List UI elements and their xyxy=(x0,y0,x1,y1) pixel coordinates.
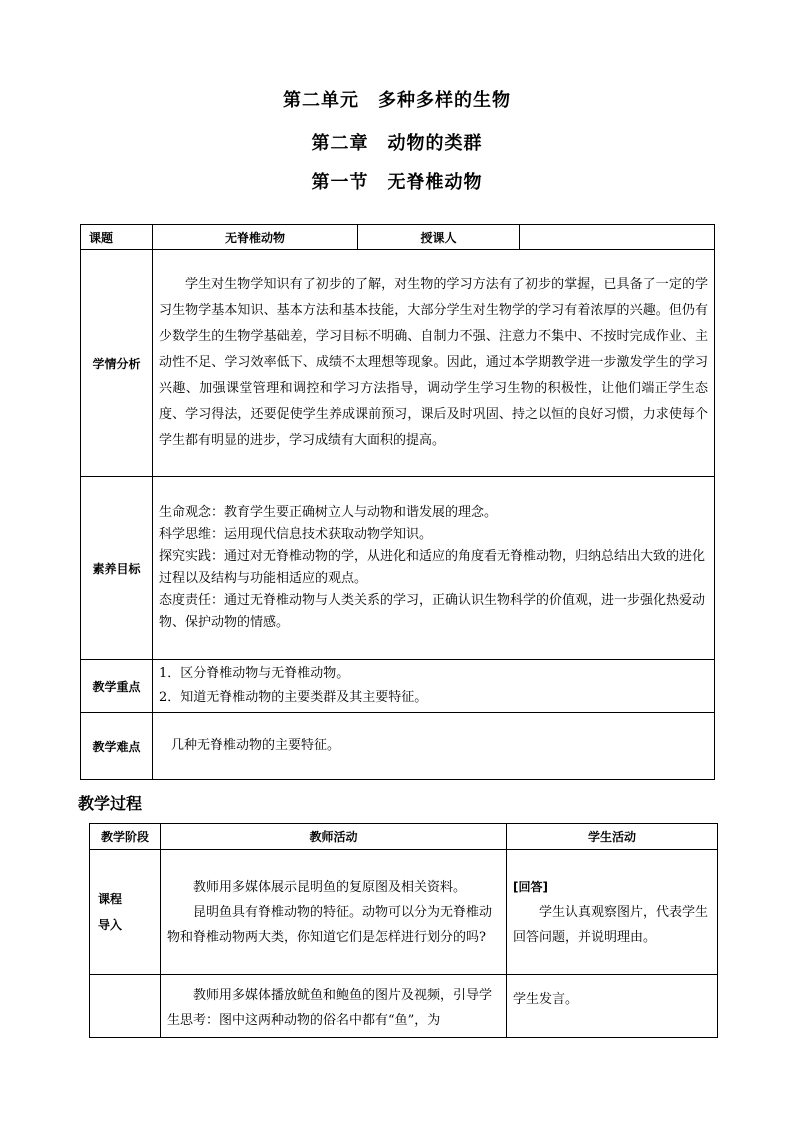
goal-item: 生命观念：教育学生要正确树立人与动物和谐发展的理念。 xyxy=(159,505,498,520)
teacher-label: 授课人 xyxy=(358,225,520,250)
key-points-cell xyxy=(153,660,715,713)
goals-label: 素养目标 xyxy=(81,477,153,660)
difficulty-label: 教学难点 xyxy=(81,713,153,780)
process-header-row xyxy=(90,824,718,850)
analysis-text: 学生对生物学知识有了初步的了解，对生物的学习方法有了初步的掌握，已具备了一定的学习生物学基本知识、基本方法和基本技能，大部分学生对生物学的学习有着浓厚的兴趣。但仍有少数学生的生物学基础差，学习目标不明确、自制力不强、注意力不集中、不按时完成作业、主动性不足、学习效率低下、成绩不太理想等现象。因此，通过本学期教学进一步激发学生的学习兴趣、加强课堂管理和调控和学习方法指导，调动学生学习生物的积极性，让他们端正学生态度、学习得法，还要促使学生养成课前预习，课后及时巩固、持之以恒的良好习惯，力求使每个学生都有明显的进步，学习成绩有大面积的提高。 xyxy=(159,277,708,448)
goal-item: 探究实践：通过对无脊椎动物的学，从进化和适应的角度看无脊椎动物，归纳总结出大致的进化过程以及结构与功能相适应的观点。 xyxy=(159,549,706,586)
teacher-activity-cell xyxy=(161,975,507,1038)
topic-label: 课题 xyxy=(81,225,153,250)
column-header-teacher: 教师活动 xyxy=(161,824,507,850)
difficulty-text: 几种无脊椎动物的主要特征。 xyxy=(171,738,341,753)
process-row-intro xyxy=(90,850,718,975)
student-activity-tag: [回答] xyxy=(513,879,548,894)
process-heading: 教学过程 xyxy=(78,794,143,813)
student-activity-cell xyxy=(507,850,718,975)
analysis-row xyxy=(81,250,715,477)
column-header-student: 学生活动 xyxy=(507,824,718,850)
teacher-activity-text: 昆明鱼具有脊椎动物的特征。动物可以分为无脊椎动物和脊椎动物两大类，你知道它们是怎样进行划分的吗? xyxy=(167,904,493,945)
topic-row xyxy=(81,225,715,250)
key-points-row xyxy=(81,660,715,713)
student-activity-cell xyxy=(507,975,718,1038)
column-header-stage: 教学阶段 xyxy=(90,824,161,850)
goal-item: 态度责任：通过无脊椎动物与人类关系的学习，正确认识生物科学的价值观，进一步强化热爱动物、保护动物的情感。 xyxy=(159,593,706,630)
student-activity-text: 学生发言。 xyxy=(513,992,579,1007)
process-row-2 xyxy=(90,975,718,1038)
teaching-process-table xyxy=(89,823,718,1038)
key-points-label: 教学重点 xyxy=(81,660,153,713)
stage-label-line1: 课程 xyxy=(98,892,123,906)
goal-item: 科学思维：运用现代信息技术获取动物学知识。 xyxy=(159,527,433,542)
goals-row xyxy=(81,477,715,660)
student-activity-text: 学生认真观察图片，代表学生回答问题，并说明理由。 xyxy=(513,904,709,945)
difficulty-cell xyxy=(153,713,715,780)
section-title: 第一节 无脊椎动物 xyxy=(311,172,483,193)
goals-cell xyxy=(153,477,715,660)
analysis-cell xyxy=(153,250,715,477)
teacher-activity-text: 教师用多媒体播放鱿鱼和鲍鱼的图片及视频，引导学生思考：图中这两种动物的俗名中都有“鱼”，为 xyxy=(167,988,493,1028)
stage-cell xyxy=(90,850,161,975)
topic-value: 无脊椎动物 xyxy=(153,225,358,250)
teacher-activity-text: 教师用多媒体展示昆明鱼的复原图及相关资料。 xyxy=(193,879,467,895)
difficulty-row xyxy=(81,713,715,780)
teacher-activity-cell xyxy=(161,850,507,975)
key-point-item: 2．知道无脊椎动物的主要类群及其主要特征。 xyxy=(159,690,428,705)
analysis-label: 学情分析 xyxy=(81,250,153,477)
stage-label-line2: 导入 xyxy=(98,918,123,932)
key-point-item: 1．区分脊椎动物与无脊椎动物。 xyxy=(159,666,350,681)
stage-cell-empty xyxy=(90,975,161,1038)
chapter-title: 第二章 动物的类群 xyxy=(311,133,483,154)
lesson-info-table xyxy=(80,224,715,780)
teacher-value xyxy=(520,225,715,250)
unit-title: 第二单元 多种多样的生物 xyxy=(283,90,511,111)
